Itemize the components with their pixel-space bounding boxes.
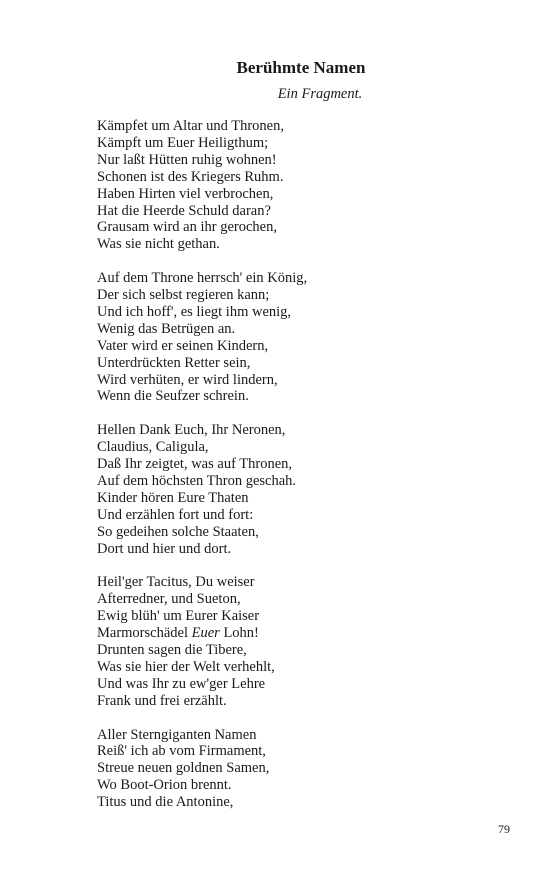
page-number: 79 [498, 822, 510, 836]
poem-line: Streue neuen goldnen Samen, [97, 760, 270, 777]
poem-line: Und erzählen fort und fort: [97, 506, 254, 523]
poem-line: Vater wird er seinen Kindern, [97, 337, 269, 354]
stanza [97, 118, 497, 253]
poem-line: Marmorschädel Euer Lohn! [97, 625, 259, 642]
poem-line: Wenig das Betrügen an. [97, 320, 236, 337]
poem-line: Wird verhüten, er wird lindern, [97, 371, 278, 388]
stanza [97, 422, 497, 557]
poem-line: Frank und frei erzählt. [97, 692, 227, 709]
poem-line: So gedeihen solche Staaten, [97, 523, 259, 540]
poem-line: Unterdrückten Retter sein, [97, 354, 251, 371]
poem-line: Drunten sagen die Tibere, [97, 642, 247, 659]
poem-line: Haben Hirten viel verbrochen, [97, 185, 274, 202]
poem-line: Claudius, Caligula, [97, 439, 209, 456]
stanza [97, 270, 497, 405]
poem-line: Schonen ist des Kriegers Ruhm. [97, 168, 284, 185]
poem-line: Hat die Heerde Schuld daran? [97, 202, 271, 219]
stanza [97, 574, 497, 709]
poem-line: Ewig blüh' um Eurer Kaiser [97, 608, 260, 625]
poem-line: Dort und hier und dort. [97, 540, 232, 557]
poem-line: Kämpft um Euer Heiligthum; [97, 134, 269, 151]
poem-title: Berühmte Namen [236, 58, 366, 77]
poem-line: Wenn die Seufzer schrein. [97, 388, 249, 405]
poem-line: Und was Ihr zu ew'ger Lehre [97, 675, 266, 692]
poem-line: Was sie nicht gethan. [97, 236, 220, 253]
poem-line: Aller Sterngiganten Namen [97, 726, 257, 743]
poem-line: Der sich selbst regieren kann; [97, 287, 270, 304]
poem-line: Auf dem Throne herrsch' ein König, [97, 270, 308, 287]
poem-line: Afterredner, und Sueton, [97, 591, 241, 608]
poem-line: Heil'ger Tacitus, Du weiser [97, 574, 255, 591]
poem-line: Und ich hoff', es liegt ihm wenig, [97, 303, 292, 320]
poem-line: Was sie hier der Welt verhehlt, [97, 658, 275, 675]
poem-line: Auf dem höchsten Thron geschah. [97, 473, 297, 489]
poem-body [97, 118, 497, 828]
poem-line: Kinder hören Eure Thaten [97, 489, 249, 506]
poem-line: Nur laßt Hütten ruhig wohnen! [97, 151, 277, 168]
stanza [97, 727, 497, 812]
poem-line: Titus und die Antonine, [97, 794, 234, 811]
poem-line: Kämpfet um Altar und Thronen, [97, 118, 284, 134]
poem-line: Wo Boot-Orion brennt. [97, 777, 232, 794]
poem-line: Daß Ihr zeigtet, was auf Thronen, [97, 456, 293, 473]
poem-line: Grausam wird an ihr gerochen, [97, 219, 277, 236]
poem-line: Hellen Dank Euch, Ihr Neronen, [97, 422, 286, 439]
emphasis: Euer [191, 625, 220, 642]
poem-line: Reiß' ich ab vom Firmament, [97, 743, 266, 760]
poem-subtitle: Ein Fragment. [277, 86, 363, 102]
